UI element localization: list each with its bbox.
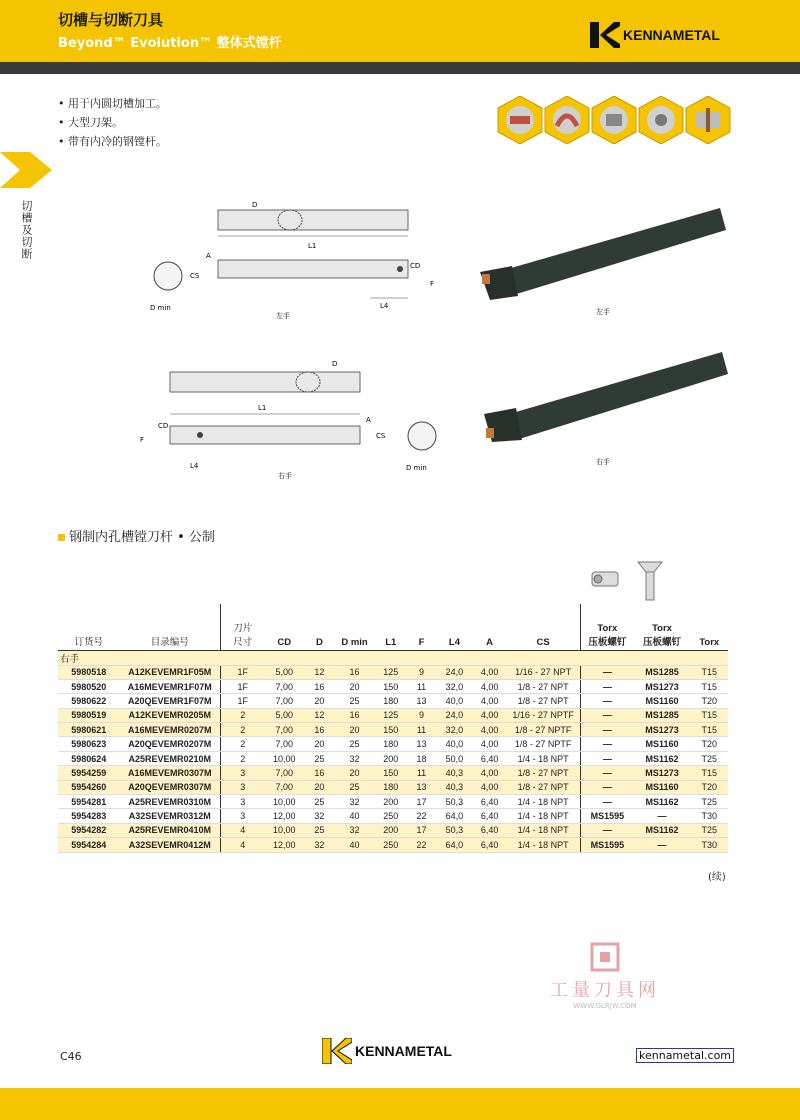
cell-cd: 10,00 (264, 823, 304, 837)
cell-f: 13 (407, 780, 436, 794)
cell-l4: 40,0 (436, 737, 473, 751)
left-hand-top-view (218, 210, 408, 236)
kennametal-k-icon (322, 1038, 352, 1064)
cell-f: 18 (407, 751, 436, 765)
cell-cs: 1/4 - 18 NPT (506, 795, 581, 809)
table-row (58, 823, 728, 837)
brand-wordmark: KENNAMETAL (623, 27, 720, 43)
cell-order: 5954282 (58, 823, 120, 837)
dim-label-f-right: F (140, 436, 145, 444)
cell-cd: 10,00 (264, 751, 304, 765)
dim-label-cd-right: CD (158, 422, 169, 430)
cell-s1: — (581, 766, 634, 780)
cell-dmin: 25 (335, 780, 375, 794)
cell-torx: T15 (691, 723, 728, 737)
cell-order: 5980621 (58, 723, 120, 737)
cell-cd: 7,00 (264, 737, 304, 751)
table-row (58, 665, 728, 679)
internal-groove-icon (498, 96, 542, 144)
cell-size: 3 (221, 780, 265, 794)
cell-torx: T25 (691, 751, 728, 765)
left-hand-caption: 左手 (276, 312, 290, 320)
cell-cs: 1/8 - 27 NPTF (506, 737, 581, 751)
cell-order: 5954260 (58, 780, 120, 794)
cell-d: 16 (304, 766, 335, 780)
cell-l1: 150 (374, 766, 407, 780)
cell-s2: MS1162 (633, 795, 690, 809)
cell-catalog: A32SEVEMR0312M (120, 809, 221, 823)
cell-d: 16 (304, 723, 335, 737)
col-cs: CS (506, 604, 581, 650)
cell-d: 16 (304, 679, 335, 693)
page-number: C46 (60, 1050, 82, 1063)
clamp-screw-icon (592, 572, 618, 586)
cell-a: 6,40 (473, 751, 506, 765)
cell-s1: — (581, 780, 634, 794)
cell-s1: — (581, 694, 634, 708)
dim-label-dmin: D min (150, 304, 171, 312)
cell-order: 5954283 (58, 809, 120, 823)
cell-catalog: A16MEVEMR1F07M (120, 679, 221, 693)
cell-size: 4 (221, 823, 265, 837)
cell-f: 13 (407, 694, 436, 708)
table-row (58, 694, 728, 708)
cell-d: 25 (304, 751, 335, 765)
cell-s2: MS1273 (633, 766, 690, 780)
cell-cd: 10,00 (264, 795, 304, 809)
cell-order: 5954284 (58, 838, 120, 852)
dim-label-f: F (430, 280, 435, 288)
cell-l4: 64,0 (436, 838, 473, 852)
cell-size: 2 (221, 708, 265, 722)
cell-torx: T15 (691, 708, 728, 722)
cell-s2: MS1162 (633, 823, 690, 837)
cell-d: 32 (304, 838, 335, 852)
left-render-caption: 左手 (596, 308, 610, 316)
watermark: 工量刀具网 WWW.GLRJW.COM (540, 942, 670, 1012)
dim-label-l4: L4 (380, 302, 389, 310)
cell-cs: 1/8 - 27 NPT (506, 694, 581, 708)
cell-f: 11 (407, 723, 436, 737)
cell-torx: T25 (691, 795, 728, 809)
cell-order: 5980624 (58, 751, 120, 765)
cell-cd: 5,00 (264, 708, 304, 722)
cell-cs: 1/4 - 18 NPT (506, 838, 581, 852)
cell-dmin: 25 (335, 694, 375, 708)
cell-cd: 7,00 (264, 679, 304, 693)
cell-a: 4,00 (473, 780, 506, 794)
cell-f: 9 (407, 665, 436, 679)
dim-label-dmin-right: D min (406, 464, 427, 472)
cell-l4: 32,0 (436, 679, 473, 693)
cell-dmin: 32 (335, 823, 375, 837)
col-dmin: D min (335, 604, 375, 650)
cell-cd: 7,00 (264, 694, 304, 708)
cell-size: 1F (221, 679, 265, 693)
cell-order: 5980519 (58, 708, 120, 722)
footer-wordmark: KENNAMETAL (355, 1043, 452, 1059)
cell-l4: 24,0 (436, 708, 473, 722)
cell-d: 20 (304, 737, 335, 751)
cell-order: 5980622 (58, 694, 120, 708)
cell-order: 5954259 (58, 766, 120, 780)
cell-d: 32 (304, 809, 335, 823)
cell-f: 9 (407, 708, 436, 722)
right-hand-render (484, 352, 728, 442)
cell-size: 3 (221, 809, 265, 823)
continued-note: (续) (708, 872, 726, 883)
dim-label-a-right: A (366, 416, 371, 424)
cell-l4: 50,0 (436, 751, 473, 765)
header-divider (0, 62, 800, 74)
cell-catalog: A12KEVEMR1F05M (120, 665, 221, 679)
cell-s1: — (581, 708, 634, 722)
cell-cs: 1/8 - 27 NPT (506, 766, 581, 780)
col-insert-size: 刀片 尺寸 (221, 604, 265, 650)
cell-size: 2 (221, 737, 265, 751)
cell-a: 4,00 (473, 665, 506, 679)
cell-d: 25 (304, 795, 335, 809)
col-f: F (407, 604, 436, 650)
cell-cs: 1/16 - 27 NPT (506, 665, 581, 679)
cell-s2: MS1273 (633, 679, 690, 693)
cell-s1: — (581, 723, 634, 737)
cell-a: 4,00 (473, 723, 506, 737)
table-row (58, 780, 728, 794)
cell-l1: 200 (374, 795, 407, 809)
cell-size: 1F (221, 694, 265, 708)
cell-f: 22 (407, 809, 436, 823)
cell-a: 6,40 (473, 809, 506, 823)
table-row (58, 838, 728, 852)
cell-f: 22 (407, 838, 436, 852)
col-catalog-no: 目录编号 (120, 604, 221, 650)
cell-catalog: A16MEVEMR0207M (120, 723, 221, 737)
cell-cd: 7,00 (264, 780, 304, 794)
cell-a: 4,00 (473, 694, 506, 708)
cell-d: 12 (304, 708, 335, 722)
cell-dmin: 20 (335, 766, 375, 780)
table-row (58, 708, 728, 722)
right-hand-side-view (170, 426, 360, 444)
cell-f: 11 (407, 766, 436, 780)
cell-catalog: A25REVEMR0410M (120, 823, 221, 837)
cell-cs: 1/8 - 27 NPT (506, 780, 581, 794)
col-torx: Torx (691, 604, 728, 650)
dim-label-d: D (252, 201, 258, 209)
cell-l1: 250 (374, 809, 407, 823)
cell-order: 5980518 (58, 665, 120, 679)
col-l4: L4 (436, 604, 473, 650)
cell-l1: 200 (374, 823, 407, 837)
cell-cd: 12,00 (264, 838, 304, 852)
page-footer-bar (0, 1088, 800, 1120)
cell-d: 20 (304, 780, 335, 794)
left-hand-side-view (218, 260, 408, 298)
cell-a: 6,40 (473, 795, 506, 809)
col-order-no: 订货号 (58, 604, 120, 650)
cell-l4: 24,0 (436, 665, 473, 679)
cell-torx: T15 (691, 766, 728, 780)
cell-cs: 1/4 - 18 NPT (506, 823, 581, 837)
col-d: D (304, 604, 335, 650)
cell-l1: 250 (374, 838, 407, 852)
page-title: 切槽与切断刀具 (58, 11, 164, 29)
screw-icons (588, 558, 668, 604)
cell-s2: MS1160 (633, 737, 690, 751)
dim-label-l1: L1 (308, 242, 317, 250)
cell-torx: T20 (691, 694, 728, 708)
cell-dmin: 16 (335, 665, 375, 679)
table-row (58, 679, 728, 693)
table-header-row (58, 604, 728, 650)
table-row (58, 751, 728, 765)
cell-catalog: A25REVEMR0310M (120, 795, 221, 809)
dim-label-cd: CD (410, 262, 421, 270)
cell-a: 4,00 (473, 737, 506, 751)
cell-d: 25 (304, 823, 335, 837)
cell-f: 17 (407, 823, 436, 837)
cell-s2: MS1160 (633, 780, 690, 794)
cell-dmin: 25 (335, 737, 375, 751)
cell-l1: 125 (374, 665, 407, 679)
side-chevron-icon (0, 152, 58, 188)
cell-s1: — (581, 751, 634, 765)
cell-torx: T15 (691, 679, 728, 693)
cell-torx: T30 (691, 838, 728, 852)
cell-l1: 125 (374, 708, 407, 722)
cell-s2: — (633, 838, 690, 852)
cell-a: 4,00 (473, 708, 506, 722)
cell-s1: — (581, 665, 634, 679)
cell-catalog: A20QEVEMR0207M (120, 737, 221, 751)
cell-catalog: A25REVEMR0210M (120, 751, 221, 765)
cell-size: 1F (221, 665, 265, 679)
cell-l4: 40,0 (436, 694, 473, 708)
dim-label-l1-right: L1 (258, 404, 267, 412)
dim-label-cs: CS (190, 272, 200, 280)
bore-groove-icon (639, 96, 683, 144)
cell-l1: 150 (374, 723, 407, 737)
spec-table (58, 604, 728, 853)
cell-s2: MS1273 (633, 723, 690, 737)
feature-item: • 带有内冷的钢镗杆。 (58, 132, 167, 151)
cell-a: 6,40 (473, 838, 506, 852)
cell-l1: 150 (374, 679, 407, 693)
footer-brand-logo (322, 1038, 452, 1064)
cell-dmin: 32 (335, 795, 375, 809)
cell-d: 12 (304, 665, 335, 679)
website-link[interactable]: kennametal.com (636, 1048, 734, 1063)
col-cd: CD (264, 604, 304, 650)
cell-l4: 40,3 (436, 780, 473, 794)
cell-size: 2 (221, 723, 265, 737)
cell-cs: 1/4 - 18 NPT (506, 751, 581, 765)
cell-catalog: A20QEVEMR0307M (120, 780, 221, 794)
cell-catalog: A12KEVEMR0205M (120, 708, 221, 722)
cell-l1: 200 (374, 751, 407, 765)
page-header (0, 0, 800, 62)
cell-s1: MS1595 (581, 838, 634, 852)
watermark-logo-icon (590, 942, 620, 972)
cell-order: 5980520 (58, 679, 120, 693)
cell-s2: MS1285 (633, 665, 690, 679)
cell-dmin: 20 (335, 679, 375, 693)
cell-s2: MS1162 (633, 751, 690, 765)
cell-l1: 180 (374, 737, 407, 751)
cell-order: 5954281 (58, 795, 120, 809)
cell-dmin: 40 (335, 838, 375, 852)
dim-label-d-right: D (332, 360, 338, 368)
cell-size: 4 (221, 838, 265, 852)
left-hand-render (480, 208, 726, 300)
cell-cd: 7,00 (264, 766, 304, 780)
cell-cs: 1/8 - 27 NPT (506, 679, 581, 693)
cell-catalog: A20QEVEMR1F07M (120, 694, 221, 708)
page-subtitle: Beyond™ Evolution™ 整体式镗杆 (58, 36, 282, 51)
dim-label-l4-right: L4 (190, 462, 199, 470)
cell-a: 4,00 (473, 766, 506, 780)
section-title: 钢制内孔槽镗刀杆 • 公制 (58, 526, 215, 545)
cell-cs: 1/16 - 27 NPTF (506, 708, 581, 722)
cell-catalog: A32SEVEMR0412M (120, 838, 221, 852)
col-torx-screw-2: Torx 压板螺钉 (633, 604, 690, 650)
cell-s1: — (581, 823, 634, 837)
cell-l1: 180 (374, 694, 407, 708)
cell-torx: T15 (691, 665, 728, 679)
cell-l4: 50,3 (436, 823, 473, 837)
cell-torx: T25 (691, 823, 728, 837)
cell-dmin: 16 (335, 708, 375, 722)
cell-s1: MS1595 (581, 809, 634, 823)
cell-s1: — (581, 679, 634, 693)
right-hand-caption: 右手 (278, 472, 292, 480)
cell-cd: 5,00 (264, 665, 304, 679)
cell-cs: 1/4 - 18 NPT (506, 809, 581, 823)
col-a: A (473, 604, 506, 650)
group-row: 右手 (58, 650, 728, 665)
cell-l1: 180 (374, 780, 407, 794)
application-icons (496, 96, 732, 144)
cell-s2: MS1160 (633, 694, 690, 708)
cell-catalog: A16MEVEMR0307M (120, 766, 221, 780)
cell-size: 2 (221, 751, 265, 765)
dim-label-a: A (206, 252, 211, 260)
cell-torx: T30 (691, 809, 728, 823)
tool-drawings (140, 196, 760, 486)
right-render-caption: 右手 (596, 458, 610, 466)
cell-l4: 32,0 (436, 723, 473, 737)
cell-f: 11 (407, 679, 436, 693)
cell-s2: MS1285 (633, 708, 690, 722)
profile-groove-icon (592, 96, 636, 144)
cell-cd: 7,00 (264, 723, 304, 737)
cell-s1: — (581, 795, 634, 809)
col-l1: L1 (374, 604, 407, 650)
cell-cd: 12,00 (264, 809, 304, 823)
cell-size: 3 (221, 795, 265, 809)
face-groove-icon (545, 96, 589, 144)
table-row (58, 723, 728, 737)
cell-f: 17 (407, 795, 436, 809)
dim-label-cs-right: CS (376, 432, 386, 440)
cell-d: 20 (304, 694, 335, 708)
cell-l4: 40,3 (436, 766, 473, 780)
cell-torx: T20 (691, 780, 728, 794)
right-end-view (408, 422, 436, 450)
cell-s1: — (581, 737, 634, 751)
table-row (58, 737, 728, 751)
left-end-view (154, 262, 182, 290)
cell-a: 4,00 (473, 679, 506, 693)
cell-torx: T20 (691, 737, 728, 751)
cutoff-icon (686, 96, 730, 144)
cell-l4: 64,0 (436, 809, 473, 823)
cell-size: 3 (221, 766, 265, 780)
feature-item: • 大型刀架。 (58, 113, 167, 132)
table-row (58, 795, 728, 809)
cell-dmin: 20 (335, 723, 375, 737)
cell-order: 5980623 (58, 737, 120, 751)
cell-cs: 1/8 - 27 NPTF (506, 723, 581, 737)
cell-f: 13 (407, 737, 436, 751)
countersunk-screw-icon (638, 562, 662, 600)
side-tab-label: 切槽及切断 (20, 200, 33, 260)
table-row (58, 809, 728, 823)
cell-l4: 50,3 (436, 795, 473, 809)
table-row (58, 766, 728, 780)
kennametal-k-icon (590, 22, 620, 48)
brand-logo (590, 22, 720, 48)
cell-dmin: 40 (335, 809, 375, 823)
feature-item: • 用于内圆切槽加工。 (58, 94, 167, 113)
col-torx-screw-1: Torx 压板螺钉 (581, 604, 634, 650)
feature-list (58, 94, 167, 151)
cell-s2: — (633, 809, 690, 823)
cell-a: 6,40 (473, 823, 506, 837)
cell-dmin: 32 (335, 751, 375, 765)
